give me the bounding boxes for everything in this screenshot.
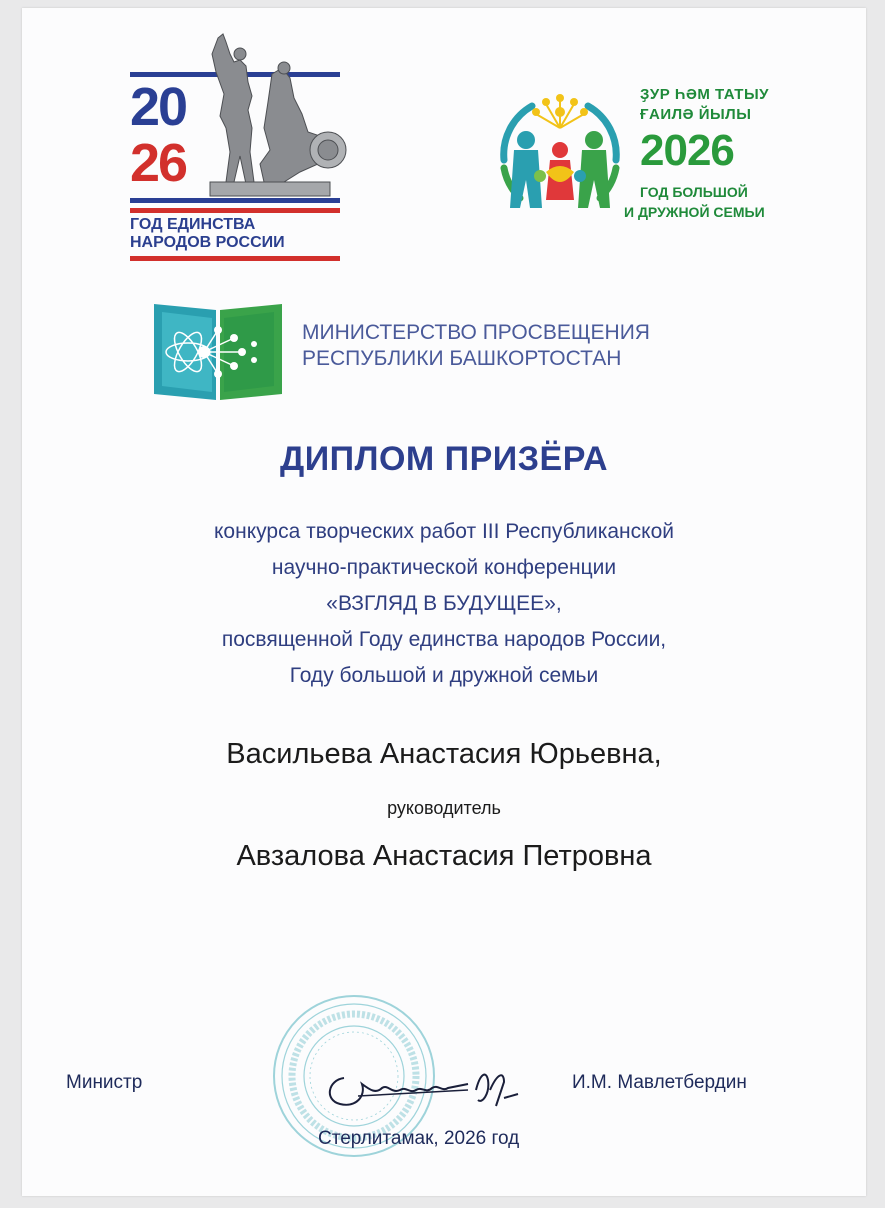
desc-line-1: конкурса творческих работ III Республиканской xyxy=(214,520,674,543)
position-label: Министр xyxy=(66,1072,143,1093)
logo-text-line1: ГОД ЕДИНСТВА xyxy=(130,216,256,233)
ministry-line2: РЕСПУБЛИКИ БАШКОРТОСТАН xyxy=(302,347,622,370)
desc-line-4: посвященной Году единства народов России, xyxy=(221,628,667,651)
diploma-sheet xyxy=(22,8,866,1196)
logo-text-line2: НАРОДОВ РОССИИ xyxy=(130,234,285,251)
family-logo-year: 2026 xyxy=(640,126,734,175)
desc-line-2: научно-практической конференции xyxy=(271,556,617,579)
family-emblem-icon xyxy=(490,88,630,228)
desc-line-3: «ВЗГЛЯД В БУДУЩЕЕ», xyxy=(326,592,562,615)
year-of-unity-logo xyxy=(130,32,350,264)
awardee-name: Васильева Анастасия Юрьевна, xyxy=(226,738,662,770)
family-logo-line2: ҒАИЛӘ ЙЫЛЫ xyxy=(640,106,752,123)
logo-red-stripe-2 xyxy=(130,256,340,261)
ministry-line1: МИНИСТЕРСТВО ПРОСВЕЩЕНИЯ xyxy=(302,321,650,344)
family-logo-line4: И ДРУЖНОЙ СЕМЬИ xyxy=(624,204,765,220)
diploma-title: ДИПЛОМ ПРИЗЁРА xyxy=(279,440,608,478)
family-logo-line1: ҘУР ҺӘМ ТАТЫУ xyxy=(640,86,769,103)
year-of-family-logo xyxy=(490,80,800,240)
supervisor-name: Авзалова Анастасия Петровна xyxy=(236,840,652,872)
signature-icon xyxy=(318,1060,528,1120)
place-year: Стерлитамак, 2026 год xyxy=(318,1128,520,1149)
ministry-book-icon xyxy=(150,296,286,404)
signer-name: И.М. Мавлетбердин xyxy=(572,1072,747,1093)
ministry-block xyxy=(150,296,710,408)
logo-year-bottom: 26 xyxy=(130,133,187,193)
monument-icon xyxy=(190,32,350,202)
supervisor-label: руководитель xyxy=(387,798,501,818)
family-logo-line3: ГОД БОЛЬШОЙ xyxy=(640,184,748,200)
desc-line-5: Году большой и дружной семьи xyxy=(289,664,599,687)
logo-year-top: 20 xyxy=(130,77,187,137)
logo-red-stripe xyxy=(130,208,340,213)
